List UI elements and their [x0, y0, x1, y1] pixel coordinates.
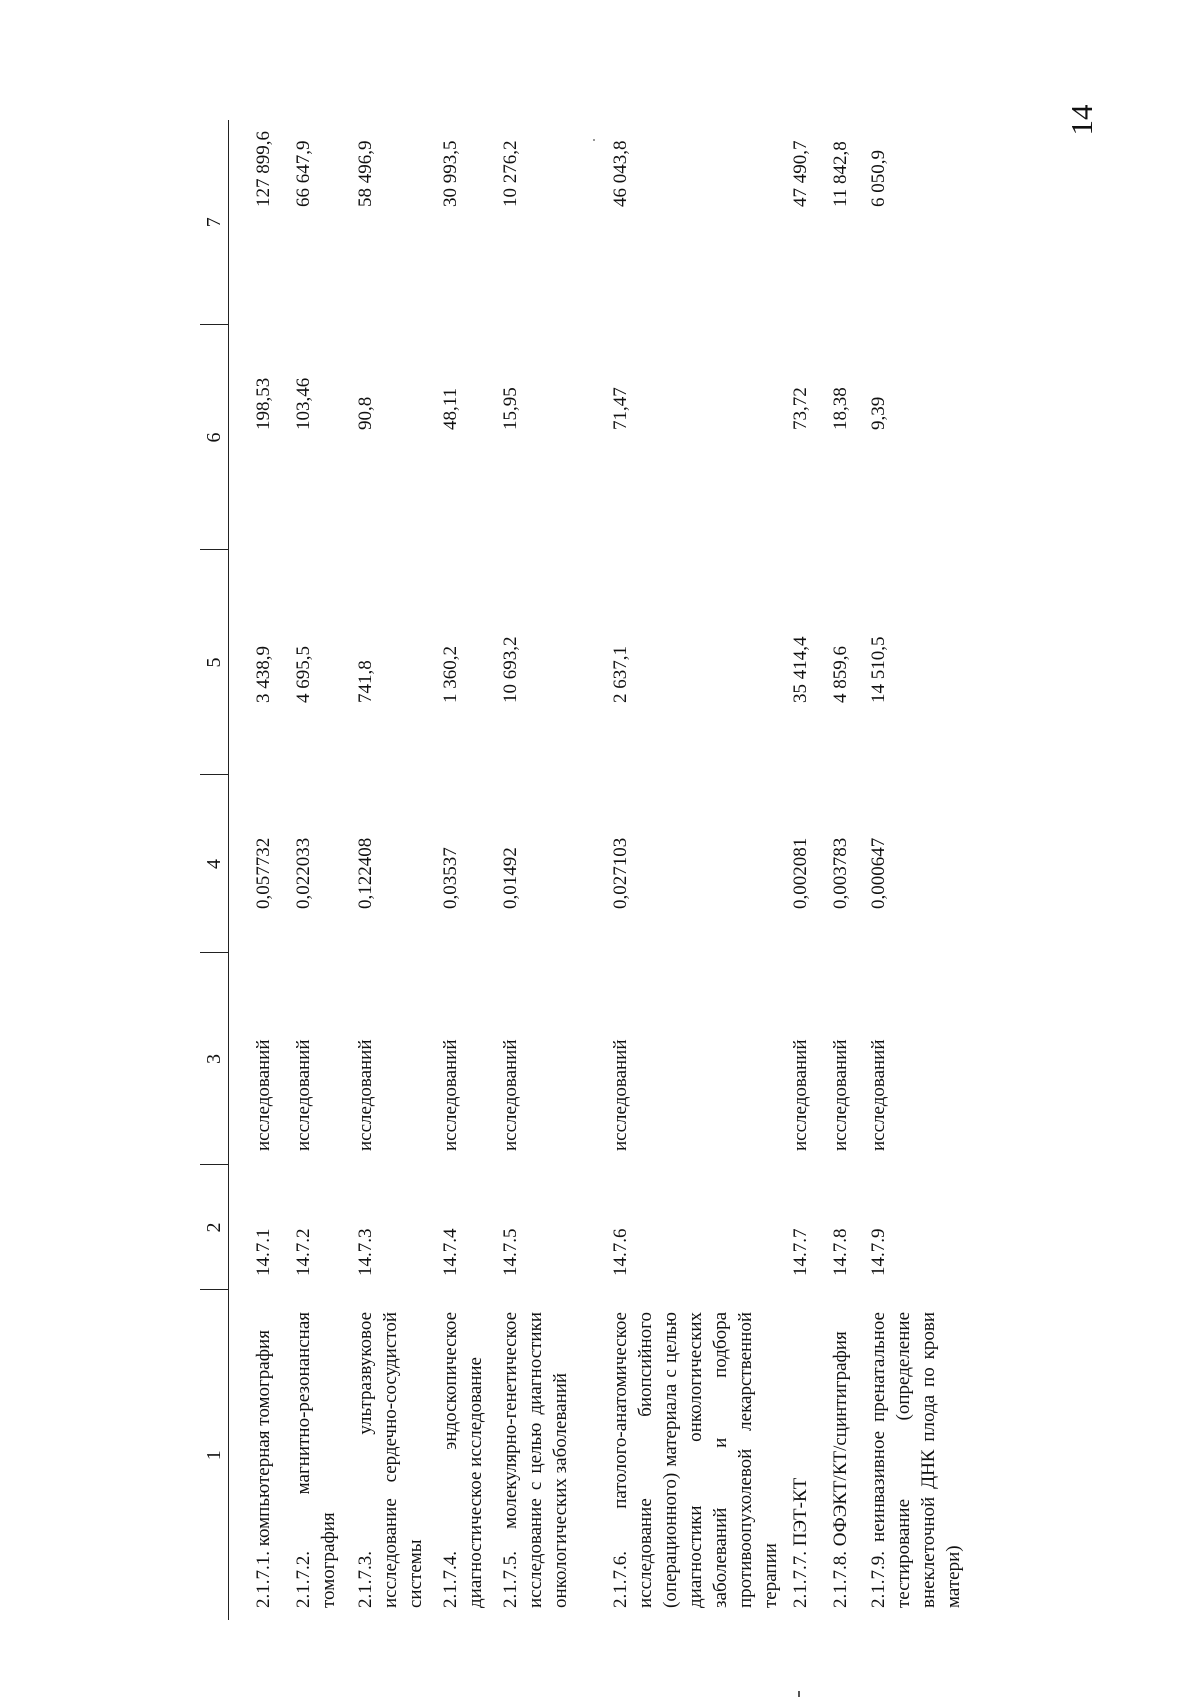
row-code: 14.7.8: [829, 1228, 851, 1276]
row-unit: исследований: [609, 1039, 631, 1151]
row-col4: 0,000647: [867, 837, 889, 909]
row-unit: исследований: [829, 1039, 851, 1151]
row-col7: 66 647,9: [292, 140, 314, 207]
table-row: [438, 120, 498, 1620]
row-name: 2.1.7.3. ультразвуковое исследование сердечно-сосудистой системы: [354, 1312, 426, 1608]
row-col6: 9,39: [867, 396, 889, 430]
row-unit: исследований: [253, 1039, 274, 1151]
column-header: 5: [200, 550, 229, 775]
row-col5: 1 360,2: [439, 646, 461, 703]
row-col7: 30 993,5: [439, 140, 461, 207]
row-name: 2.1.7.8. ОФЭКТ/КТ/сцинтиграфия: [829, 1331, 851, 1608]
table-row: [608, 120, 788, 1620]
row-col6: 15,95: [499, 387, 521, 430]
row-col4: 0,003783: [829, 837, 851, 909]
row-code: 14.7.5: [499, 1228, 521, 1276]
row-code: 14.7.3: [354, 1228, 376, 1276]
row-col6: 48,11: [439, 387, 461, 430]
row-unit: исследований: [439, 1039, 461, 1151]
row-col5: 2 637,1: [609, 646, 631, 703]
row-col5: 4 695,5: [292, 646, 314, 703]
scan-mark: [798, 1691, 800, 1697]
row-col4: 0,002081: [789, 837, 811, 909]
row-code: 14.7.1: [253, 1228, 274, 1276]
row-col7: 11 842,8: [829, 141, 851, 207]
row-name: 2.1.7.7. ПЭТ-КТ: [789, 1477, 811, 1608]
row-unit: исследований: [292, 1039, 314, 1151]
row-unit: исследований: [789, 1039, 811, 1151]
row-col5: 741,8: [354, 660, 376, 703]
row-col6: 71,47: [609, 387, 631, 430]
row-code: 14.7.2: [292, 1228, 314, 1276]
row-col4: 0,122408: [354, 837, 376, 909]
column-header: 1: [200, 1290, 229, 1620]
row-unit: исследований: [499, 1039, 521, 1151]
scan-speck: [593, 139, 595, 141]
row-col7: 127 899,6: [253, 131, 274, 207]
row-name: 2.1.7.5. молекулярно-генетическое исследование с целью диагностики онкологических заболеваний: [499, 1312, 571, 1608]
table-row: [229, 120, 291, 1620]
row-col5: 35 414,4: [789, 636, 811, 703]
column-header: 4: [200, 775, 229, 953]
row-col7: 10 276,2: [499, 140, 521, 207]
row-col5: 14 510,5: [867, 636, 889, 703]
row-col6: 18,38: [829, 387, 851, 430]
row-code: 14.7.4: [439, 1228, 461, 1276]
row-col4: 0,022033: [292, 837, 314, 909]
row-col6: 73,72: [789, 387, 811, 430]
table-row: [788, 120, 828, 1620]
rotated-table-container: [200, 120, 1040, 1620]
table-row: [291, 120, 353, 1620]
row-col4: 0,03537: [439, 847, 461, 909]
row-col4: 0,027103: [609, 837, 631, 909]
table-row: [498, 120, 608, 1620]
row-col4: 0,01492: [499, 847, 521, 909]
row-name: 2.1.7.2. магнитно-резонансная томография: [292, 1312, 339, 1608]
column-header: 2: [200, 1165, 229, 1290]
row-col5: 4 859,6: [829, 646, 851, 703]
column-header: 6: [200, 325, 229, 550]
row-col5: 3 438,9: [253, 646, 274, 703]
column-header: 7: [200, 120, 229, 325]
row-col5: 10 693,2: [499, 636, 521, 703]
page-number: 14: [1064, 104, 1099, 136]
row-col7: 46 043,8: [609, 140, 631, 207]
row-unit: исследований: [354, 1039, 376, 1151]
row-unit: исследований: [867, 1039, 889, 1151]
row-name: 2.1.7.9. неинвазивное пренатальное тестирование (определение внеклеточной ДНК плода по крови матери): [867, 1312, 964, 1608]
table-row: [866, 120, 976, 1620]
row-name: 2.1.7.4. эндоскопическое диагностическое исследование: [439, 1312, 486, 1608]
row-col7: 6 050,9: [867, 150, 889, 207]
row-col6: 90,8: [354, 396, 376, 430]
row-name: 2.1.7.1. компьютерная томография: [253, 1330, 274, 1608]
row-col7: 58 496,9: [354, 140, 376, 207]
header-row: [200, 120, 229, 1620]
row-code: 14.7.6: [609, 1228, 631, 1276]
row-col4: 0,057732: [253, 837, 274, 909]
row-code: 14.7.9: [867, 1228, 889, 1276]
row-code: 14.7.7: [789, 1228, 811, 1276]
row-col6: 198,53: [253, 377, 274, 430]
table-row: [353, 120, 438, 1620]
row-col6: 103,46: [292, 377, 314, 430]
row-name: 2.1.7.6. патолого-анатомическое исследование биопсийного (операционного) материала с целью диагностики онкологических заболеваний и подбора противоопухолевой лекарственной терапии: [609, 1312, 781, 1608]
row-col7: 47 490,7: [789, 140, 811, 207]
table-row: [828, 120, 866, 1620]
column-header: 3: [200, 953, 229, 1165]
data-table: [200, 120, 976, 1620]
